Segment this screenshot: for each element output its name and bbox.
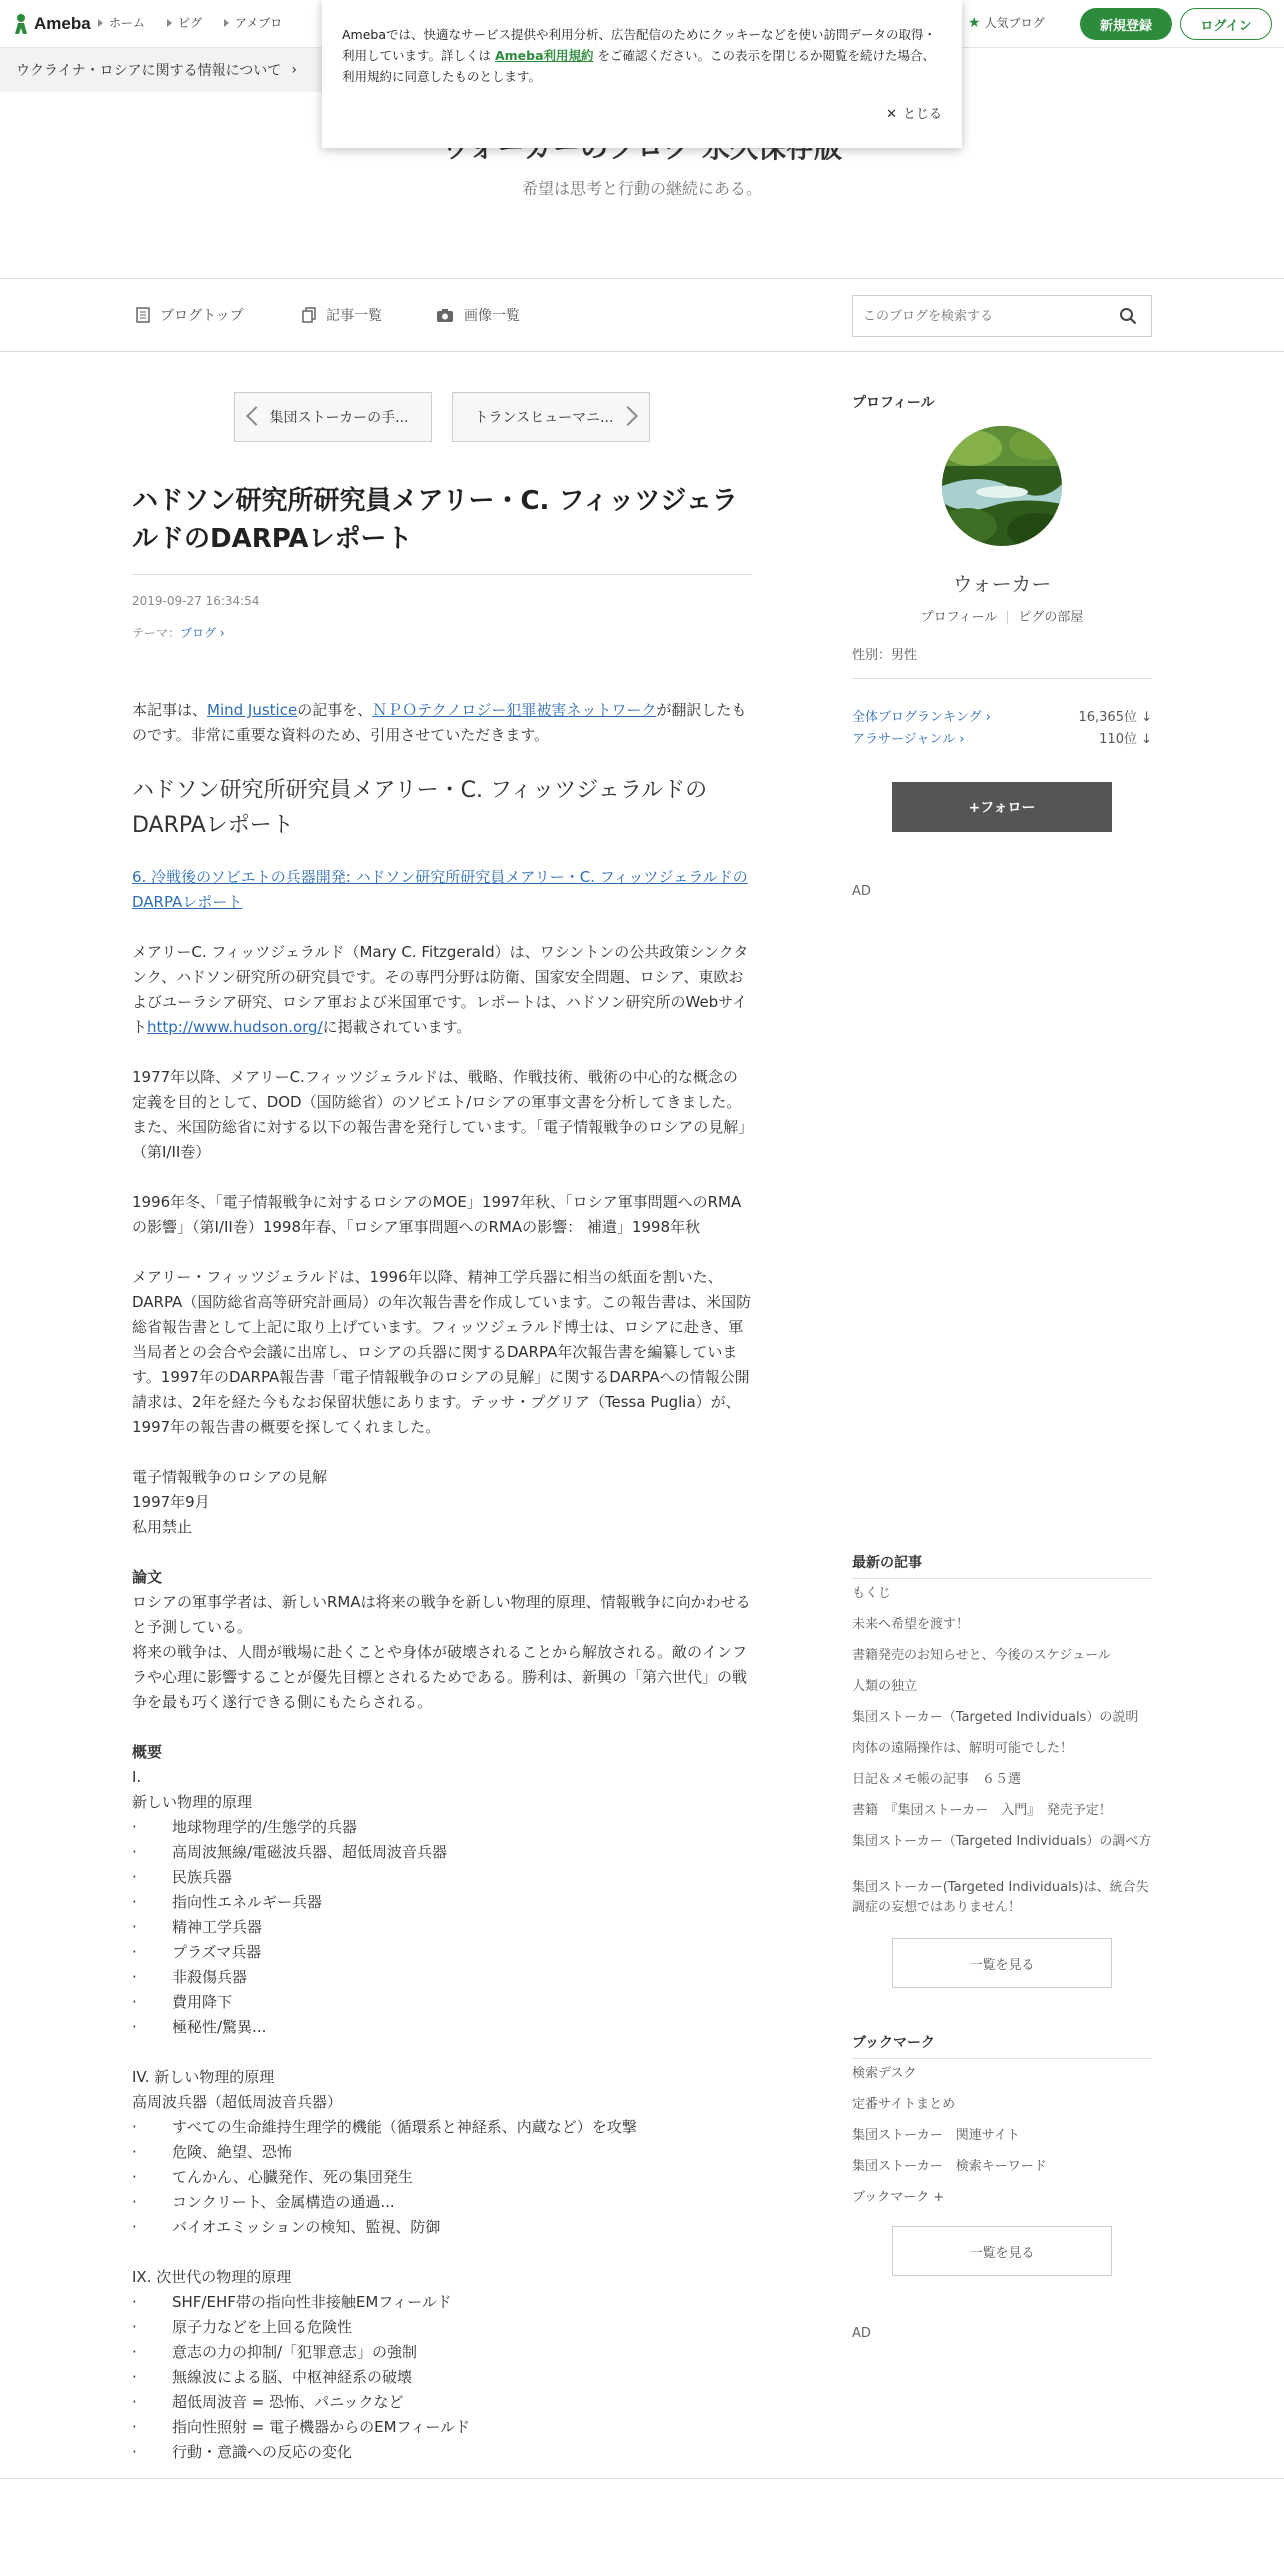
bullet-text: 危険、絶望、恐怖	[172, 2143, 293, 2161]
article-date: 2019-09-27 16:34:54	[132, 594, 260, 608]
section-4	[132, 2065, 752, 2240]
theme-label: テーマ：	[132, 626, 181, 640]
ameba-logo[interactable]	[12, 12, 91, 36]
bullet-mark: ·	[132, 2193, 137, 2211]
article-heading: ハドソン研究所研究員メアリー・C. フィッツジェラルドのDARPAレポート	[132, 778, 708, 838]
bullet-text: コンクリート、金属構造の通過...	[172, 2193, 395, 2211]
global-nav	[98, 14, 282, 31]
search-icon[interactable]	[1119, 307, 1137, 325]
section-link[interactable]: 6. 冷戦後のソビエトの兵器開発: ハドソン研究所研究員メアリー・C. フィッツジェラルドのDARPAレポート	[132, 868, 748, 911]
triangle-icon	[224, 19, 229, 27]
bullet-item	[132, 2340, 752, 2365]
doc-line: 電子情報戦争のロシアの見解	[132, 1468, 328, 1486]
ad-label: AD	[852, 884, 871, 899]
ranking-genre	[852, 728, 1152, 747]
next-article-label: トランスヒューマニ...	[474, 410, 614, 426]
prev-article-button[interactable]	[234, 392, 432, 442]
sidebar-list-item[interactable]: 定番サイトまとめ	[852, 2097, 956, 2112]
cookie-close-label: とじる	[902, 107, 942, 122]
bullet-item	[132, 2015, 752, 2040]
nav-ameblo-label: アメブロ	[235, 16, 283, 30]
bullet-item	[132, 2215, 752, 2240]
doc-line: 1997年9月	[132, 1493, 210, 1511]
summary-line: I.	[132, 1768, 142, 1786]
thesis-text: ロシアの軍事学者は、新しいRMAは将来の戦争を新しい物理的原理、情報戦争に向かわせると予測している。	[132, 1593, 751, 1636]
bullet-mark: ·	[132, 2118, 137, 2136]
bullet-text: 指向性照射 = 電子機器からのEMフィールド	[172, 2418, 471, 2436]
profile-links	[852, 606, 1152, 625]
sidebar-list-item[interactable]: 書籍発売のお知らせと、今後のスケジュール	[852, 1648, 1111, 1663]
sidebar-list-item[interactable]: 集団ストーカー 関連サイト	[852, 2128, 1020, 2143]
nav-article-list[interactable]	[302, 305, 382, 325]
bullet-mark: ·	[132, 2143, 137, 2161]
bullet-text: プラズマ兵器	[172, 1943, 262, 1961]
bullet-item	[132, 2390, 752, 2415]
bullet-mark: ·	[132, 1968, 137, 1986]
ranking-genre-label: アラサージャンル	[852, 732, 956, 747]
nav-blog-top-label: ブログトップ	[160, 308, 244, 324]
article-theme: テーマ：ブログ ›	[132, 626, 225, 640]
sidebar-list-item[interactable]: 検索デスク	[852, 2066, 917, 2081]
sidebar-list-item[interactable]: 肉体の遠隔操作は、解明可能でした！	[852, 1741, 1074, 1756]
bullet-text: 非殺傷兵器	[172, 1968, 248, 1986]
logo-text: Ameba	[34, 14, 91, 33]
bullet-text: 精神工学兵器	[172, 1918, 263, 1936]
bullet-item	[132, 1965, 752, 1990]
theme-link[interactable]: ブログ	[180, 626, 217, 640]
chevron-right-icon: ›	[291, 62, 297, 78]
blog-nav	[0, 278, 1284, 352]
footer-area	[0, 2479, 1284, 2568]
follow-button[interactable]: +フォロー	[892, 782, 1112, 832]
divider	[1007, 611, 1008, 624]
bullet-mark: ·	[132, 2168, 137, 2186]
camera-icon	[436, 307, 454, 323]
bullet-mark: ·	[132, 1918, 137, 1936]
bullet-text: バイオエミッションの検知、監視、防御	[172, 2218, 441, 2236]
popular-blog-link[interactable]	[968, 14, 1045, 31]
close-icon: ✕	[886, 107, 897, 122]
bullet-list	[132, 1815, 752, 2040]
para-1-text: メアリーC. フィッツジェラルド（Mary C. Fitzgerald）は、ワシントンの公共政策シンクタンク、ハドソン研究所の研究員です。その専門分野は防衛、国家安全問題、ロシア、東欧およびユーラシア研究、ロシア軍および米国軍です。レポートは、ハドソン研究所のWebサイト	[132, 943, 749, 1036]
bullet-text: 超低周波音 = 恐怖、パニックなど	[172, 2393, 404, 2411]
profile-name[interactable]: ウォーカー	[952, 572, 1052, 596]
document-icon	[136, 307, 150, 323]
copy-icon	[302, 307, 316, 323]
nav-pig-label: ピグ	[178, 16, 203, 30]
bullet-mark: ·	[132, 2218, 137, 2236]
summary-line: 新しい物理的原理	[132, 1793, 253, 1811]
bullet-text: 費用降下	[172, 1993, 233, 2011]
section-line: IV. 新しい物理的原理	[132, 2068, 275, 2086]
bullet-list	[132, 2290, 752, 2465]
ad-label: AD	[852, 2326, 871, 2341]
bullet-item	[132, 2115, 752, 2140]
ranking-all-value: 16,365位 ↓	[1078, 710, 1152, 725]
sidebar-list-item[interactable]: 集団ストーカー(Targeted Individuals)は、統合失調症の妄想ではありません！	[852, 1880, 1149, 1915]
bullet-item	[132, 2190, 752, 2215]
profile-heading	[852, 392, 1152, 412]
thesis-title: 論文	[132, 1568, 163, 1586]
blog-search-input[interactable]	[853, 296, 1103, 336]
bullet-item	[132, 2415, 752, 2440]
sidebar-list-item[interactable]: 集団ストーカー（Targeted Individuals）の説明	[852, 1710, 1139, 1725]
sidebar-list-item[interactable]: 日記＆メモ帳の記事 ６５選	[852, 1772, 1022, 1787]
sidebar-list-item[interactable]: 集団ストーカー 検索キーワード	[852, 2159, 1047, 2174]
article-body	[132, 698, 752, 2490]
bullet-item	[132, 1940, 752, 1965]
sidebar-list-item[interactable]: もくじ	[852, 1586, 892, 1601]
info-bar-text: ウクライナ・ロシアに関する情報について	[16, 63, 282, 79]
bullet-mark: ·	[132, 1818, 137, 1836]
intro-paragraph	[132, 698, 752, 748]
nav-ameblo[interactable]	[224, 14, 282, 31]
npo-network-link[interactable]: ＮＰＯテクノロジー犯罪被害ネットワーク	[372, 701, 657, 719]
intro-text-1: 本記事は、	[132, 701, 208, 719]
bullet-text: 指向性エネルギー兵器	[172, 1893, 323, 1911]
cookie-text-2: をご確認ください。この表示を閉じるか閲覧を続けた場合、利用規約に同意したものとします。	[342, 48, 936, 84]
sidebar-list-item[interactable]: 集団ストーカー（Targeted Individuals）の調べ方	[852, 1834, 1152, 1849]
signup-button[interactable]: 新規登録	[1080, 8, 1172, 40]
bullet-item	[132, 2140, 752, 2165]
bullet-item	[132, 2365, 752, 2390]
mind-justice-link[interactable]: Mind Justice	[207, 701, 298, 719]
nav-article-list-label: 記事一覧	[326, 308, 382, 324]
bullet-item	[132, 1840, 752, 1865]
cookie-consent-banner	[322, 0, 962, 148]
profile-gender: 性別：男性	[852, 648, 918, 663]
nav-blog-top[interactable]	[136, 305, 244, 325]
bullet-mark: ·	[132, 1993, 137, 2011]
bullet-item	[132, 1890, 752, 1915]
bullet-item	[132, 1865, 752, 1890]
bullet-text: 高周波無線/電磁波兵器、超低周波音兵器	[172, 1843, 448, 1861]
bullet-mark: ·	[132, 2318, 137, 2336]
bookmark-heading-text: ブックマーク	[852, 2035, 936, 2051]
latest-heading	[852, 1552, 1152, 1572]
blog-search	[852, 295, 1152, 337]
summary-title: 概要	[132, 1743, 163, 1761]
bullet-mark: ·	[132, 2368, 137, 2386]
bullet-mark: ·	[132, 2293, 137, 2311]
bullet-text: すべての生命維持生理学的機能（循環系と神経系、内蔵など）を攻撃	[172, 2118, 637, 2136]
bullet-mark: ·	[132, 2343, 137, 2361]
intro-text-2: の記事を、	[297, 701, 373, 719]
latest-more-button[interactable]: 一覧を見る	[892, 1938, 1112, 1988]
triangle-icon	[98, 19, 103, 27]
bullet-text: 民族兵器	[172, 1868, 233, 1886]
bullet-mark: ·	[132, 2418, 137, 2436]
sidebar-list-item[interactable]: 未来へ希望を渡す！	[852, 1617, 970, 1632]
ranking-genre-value: 110位 ↓	[1099, 732, 1152, 747]
ranking-all-label: 全体ブログランキング	[852, 710, 982, 725]
doc-line: 私用禁止	[132, 1518, 193, 1536]
section-line: 高周波兵器（超低周波音兵器）	[132, 2093, 343, 2111]
bullet-mark: ·	[132, 2443, 137, 2461]
bullet-mark: ·	[132, 1943, 137, 1961]
document-header	[132, 1465, 752, 1540]
sidebar-list-item[interactable]: ブックマーク +	[852, 2190, 945, 2205]
bullet-item	[132, 2315, 752, 2340]
paragraph-2: 1977年以降、メアリーC.フィッツジェラルドは、戦略、作戦技術、戦術の中心的な概念の定義を目的として、DOD（国防総省）のソビエト/ロシアの軍事文書を分析してきました。また、米国防総省に対する以下の報告書を発行しています。「電子情報戦争のロシアの見解」（第I/II巻）	[132, 1068, 746, 1161]
section-9	[132, 2265, 752, 2465]
nav-home[interactable]	[98, 14, 145, 31]
paragraph-3: 1996年冬、「電子情報戦争に対するロシアのMOE」1997年秋、「ロシア軍事問題へのRMAの影響」（第I/II巻）1998年春、「ロシア軍事問題へのRMAの影響： 補遺」1998年秋	[132, 1193, 742, 1236]
nav-home-label: ホーム	[109, 16, 146, 30]
bullet-mark: ·	[132, 2018, 137, 2036]
thesis-text: 将来の戦争は、人間が戦場に赴くことや身体が破壊されることから解放される。敵のインフラや心理に影響することが優先目標とされるためである。勝利は、新興の「第六世代」の戦争を最も巧く遂行できる側にもたらされる。	[132, 1643, 748, 1711]
bullet-mark: ·	[132, 1868, 137, 1886]
divider	[852, 1578, 1152, 1579]
hudson-link[interactable]: http://www.hudson.org/	[147, 1018, 323, 1036]
bullet-item	[132, 2165, 752, 2190]
bookmark-more-button[interactable]: 一覧を見る	[892, 2226, 1112, 2276]
nav-image-list[interactable]	[436, 305, 520, 325]
blog-subtitle: 希望は思考と行動の継続にある。	[521, 179, 762, 198]
divider	[852, 678, 1152, 679]
intro-text-3: が翻訳したものです。非常に重要な資料のため、引用させていただきます。	[132, 701, 747, 744]
bullet-text: 行動・意識への反応の変化	[172, 2443, 353, 2461]
bullet-item	[132, 2290, 752, 2315]
bullet-item	[132, 1990, 752, 2015]
bullet-list	[132, 2115, 752, 2240]
popular-blog-label: 人気ブログ	[984, 16, 1045, 30]
prev-article-label: 集団ストーカーの手...	[269, 410, 409, 426]
para-1-tail: に掲載されています。	[322, 1018, 472, 1036]
triangle-icon	[167, 19, 172, 27]
bullet-item	[132, 1815, 752, 1840]
latest-heading-text: 最新の記事	[852, 1555, 922, 1571]
nav-image-list-label: 画像一覧	[464, 308, 520, 324]
bullet-text: 原子力などを上回る危険性	[172, 2318, 353, 2336]
bullet-item	[132, 1915, 752, 1940]
bullet-text: 無線波による脳、中枢神経系の破壊	[172, 2368, 413, 2386]
divider	[852, 2058, 1152, 2059]
login-button[interactable]: ログイン	[1180, 8, 1272, 40]
pig-room-link[interactable]: ピグの部屋	[1018, 610, 1084, 625]
avatar[interactable]	[942, 426, 1062, 546]
nav-pig[interactable]	[167, 14, 202, 31]
bullet-item	[132, 2440, 752, 2465]
bullet-text: SHF/EHF帯の指向性非接触EMフィールド	[172, 2293, 452, 2311]
bullet-text: 極秘性/驚異...	[172, 2018, 267, 2036]
cookie-text: Amebaでは、快適なサービス提供や利用分析、広告配信のためにクッキーなどを使い訪問データの取得・利用しています。詳しくは	[342, 27, 937, 63]
summary-section	[132, 1740, 752, 2040]
ukraine-info-bar[interactable]	[0, 48, 340, 92]
terms-link[interactable]: Ameba利用規約	[494, 48, 594, 63]
sidebar-list-item[interactable]: 人類の独立	[852, 1679, 918, 1694]
paragraph-4: メアリー・フィッツジェラルドは、1996年以降、精神工学兵器に相当の紙面を割いた、DARPA（国防総省高等研究計画局）の年次報告書を作成しています。この報告書は、米国防総省報告書として上記に取り上げています。フィッツジェラルド博士は、ロシアに赴き、軍当局者との会合や会議に出席し、ロシアの兵器に関するDARPA年次報告書を編纂しています。1997年のDARPA報告書「電子情報戦争のロシアの見解」に関するDARPAへの情報公開請求は、2年を経た今もなお保留状態にあります。テッサ・プグリア（Tessa Puglia）が、1997年の報告書の概要を探してくれました。	[132, 1268, 752, 1436]
cookie-close-button[interactable]	[886, 104, 942, 125]
bullet-text: てんかん、心臓発作、死の集団発生	[172, 2168, 413, 2186]
bookmark-heading	[852, 2032, 1152, 2052]
ranking-all-link[interactable]: 全体ブログランキング ›	[852, 710, 991, 725]
sidebar-list-item[interactable]: 書籍 『集団ストーカー 入門』 発売予定！	[852, 1803, 1112, 1818]
bullet-mark: ·	[132, 2393, 137, 2411]
avatar-image	[942, 426, 1062, 546]
thesis-section	[132, 1565, 752, 1715]
ranking-all	[852, 706, 1152, 725]
bullet-mark: ·	[132, 1893, 137, 1911]
crown-icon: ★	[968, 14, 981, 31]
bullet-mark: ·	[132, 1843, 137, 1861]
bullet-text: 意志の力の抑制/「犯罪意志」の強制	[172, 2343, 418, 2361]
profile-link[interactable]: プロフィール	[920, 610, 998, 625]
next-article-button[interactable]	[452, 392, 650, 442]
section-line: IX. 次世代の物理的原理	[132, 2268, 292, 2286]
ameba-logo-icon	[12, 13, 30, 35]
profile-heading-text: プロフィール	[852, 395, 935, 411]
ranking-genre-link[interactable]: アラサージャンル ›	[852, 732, 965, 747]
bullet-text: 地球物理学的/生態学的兵器	[172, 1818, 358, 1836]
paragraph-1	[132, 940, 752, 1040]
article-title: ハドソン研究所研究員メアリー・C. フィッツジェラルドのDARPAレポート	[132, 482, 752, 575]
